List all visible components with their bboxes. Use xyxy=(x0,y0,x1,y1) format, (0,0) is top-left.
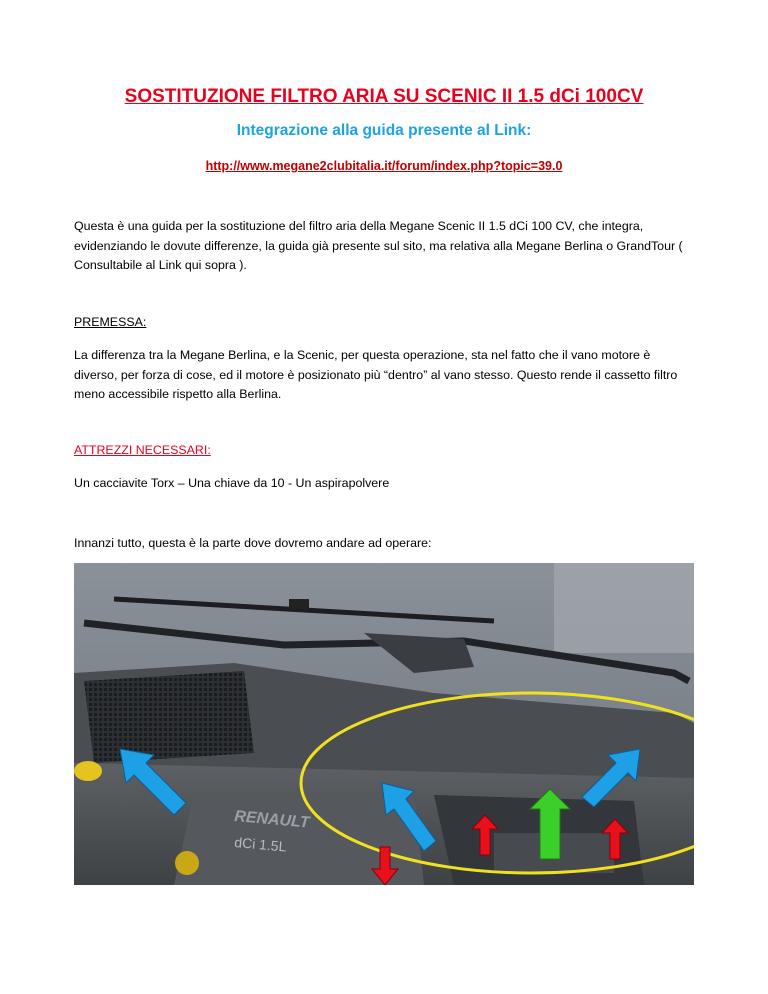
attrezzi-paragraph: Un cacciavite Torx – Una chiave da 10 - Un aspirapolvere xyxy=(74,476,390,490)
engine-brand-text: RENAULT xyxy=(233,808,311,832)
document-title: SOSTITUZIONE FILTRO ARIA SU SCENIC II 1.5 dCi 100CV xyxy=(124,86,644,107)
intro-paragraph: Questa è una guida per la sostituzione del filtro aria della Megane Scenic II 1.5 dCi 100 CV, che integra, evidenziando le dovute differenze, la guida già presente sul sito, ma relativa alla Megane Berlina o GrandTour ( Consultabile al Link qui sopra ). xyxy=(74,219,683,272)
engine-bay-photo xyxy=(74,563,694,885)
attrezzi-heading: ATTREZZI NECESSARI: xyxy=(74,443,211,457)
guide-link[interactable]: http://www.megane2clubitalia.it/forum/index.php?topic=39.0 xyxy=(205,159,563,173)
premessa-paragraph: La differenza tra la Megane Berlina, e la Scenic, per questa operazione, sta nel fatto che il vano motore è diverso, per forza di cose, ed il motore è posizionato più “dentro” al vano stesso. Questo rende il cassetto filtro meno accessibile rispetto alla Berlina. xyxy=(74,348,678,401)
premessa-heading: PREMESSA: xyxy=(74,315,147,329)
document-subtitle: Integrazione alla guida presente al Link: xyxy=(236,122,532,139)
engine-model-text: dCi 1.5L xyxy=(233,834,288,855)
photo-caption: Innanzi tutto, questa è la parte dove dovremo andare ad operare: xyxy=(74,536,432,550)
